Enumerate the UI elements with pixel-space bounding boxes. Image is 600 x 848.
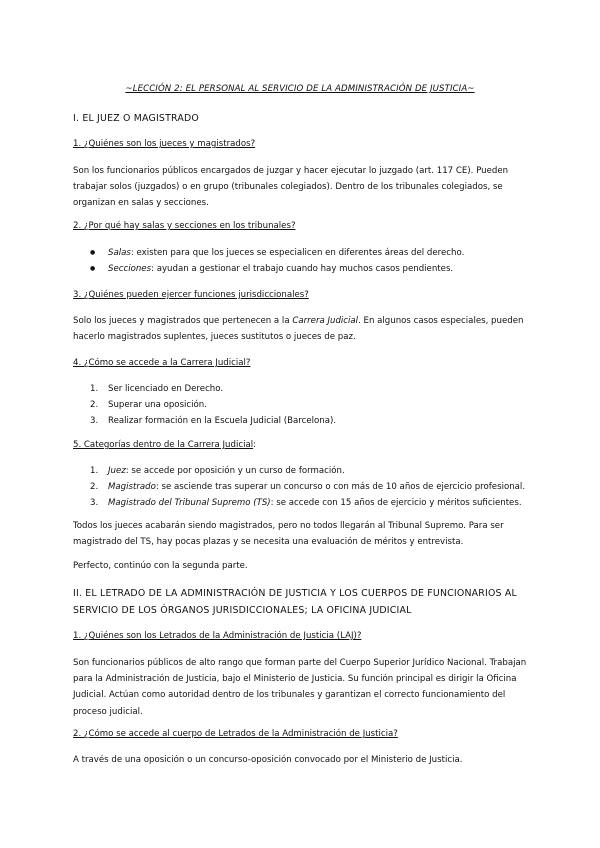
question-heading-4: 4. ¿Cómo se accede a la Carrera Judicial? bbox=[73, 358, 251, 368]
letrado-question-1-text: Son funcionarios públicos de alto rango que forman parte del Cuerpo Superior Jurídico Nacional. Trabajan para la Administración de Justicia, bajo el Ministerio de Justicia. Su función principal es dirigir la Oficina Judicial. Actúan como autoridad dentro de los tribunales y garantizan el correcto funcionamiento del proceso judicial. bbox=[73, 658, 527, 717]
list-item bbox=[73, 245, 531, 261]
item-text: : existen para que los jueces se especialicen en diferentes áreas del derecho. bbox=[130, 248, 465, 258]
list-item: 2. Magistrado: se asciende tras superar un concurso o con más de 10 años de ejercicio profesional. bbox=[90, 482, 526, 493]
section-heading-letrado: II. EL LETRADO DE LA ADMINISTRACIÓN DE JUSTICIA Y LOS CUERPOS DE FUNCIONARIOS AL SERVICIO DE LOS ÓRGANOS JURISDICCIONALES; LA OFICINA JUDICIAL bbox=[73, 588, 517, 616]
letrado-question-1: 1. ¿Quiénes son los Letrados de la Administración de Justicia (LAJ)? bbox=[73, 631, 362, 641]
categories-summary: Todos los jueces acabarán siendo magistrados, pero no todos llegarán al Tribunal Supremo. Para ser magistrado del TS, hay pocas plazas y se necesita una evaluación de méritos y entrevista. bbox=[73, 521, 504, 548]
list-item: 1. Ser licenciado en Derecho. bbox=[90, 384, 224, 394]
section-heading-judge: I. EL JUEZ O MAGISTRADO bbox=[73, 113, 199, 124]
access-steps-list bbox=[73, 381, 531, 430]
lesson-title: ~LECCIÓN 2: EL PERSONAL AL SERVICIO DE LA ADMINISTRACIÓN DE JUSTICIA~ bbox=[125, 84, 475, 94]
item-term: Salas bbox=[108, 248, 131, 258]
list-item: 1. Juez: se accede por oposición y un curso de formación. bbox=[90, 466, 345, 476]
item-text: : ayudan a gestionar el trabajo cuando hay muchos casos pendientes. bbox=[151, 264, 454, 275]
list-item: 3. Realizar formación en la Escuela Judicial (Barcelona). bbox=[90, 416, 337, 427]
list-item bbox=[73, 261, 531, 277]
list-item: 2. Superar una oposición. bbox=[90, 400, 207, 411]
item-term: Secciones bbox=[108, 264, 152, 275]
letrado-question-2: 2. ¿Cómo se accede al cuerpo de Letrados de la Administración de Justicia? bbox=[73, 729, 398, 739]
question-3-text: Solo los jueces y magistrados que pertenecen a la Carrera Judicial. En algunos casos especiales, pueden hacerlo magistrados suplentes, jueces sustitutos o jueces de paz. bbox=[73, 316, 524, 343]
categories-list bbox=[73, 463, 531, 512]
letrado-question-2-text: A través de una oposición o un concurso-oposición convocado por el Ministerio de Justicia. bbox=[73, 755, 463, 765]
list-item: 3. Magistrado del Tribunal Supremo (TS): se accede con 15 años de ejercicio y méritos suficientes. bbox=[90, 498, 522, 509]
question-1-text: Son los funcionarios públicos encargados de juzgar y hacer ejecutar lo juzgado (art. 117 CE). Pueden trabajar solos (juzgados) o en grupo (tribunales colegiados). Dentro de los tribunales colegiados, se organizan en salas y secciones. bbox=[73, 166, 509, 209]
question-heading-2: 2. ¿Por qué hay salas y secciones en los tribunales? bbox=[73, 221, 296, 231]
closing-note: Perfecto, continúo con la segunda parte. bbox=[73, 561, 248, 571]
question-heading-1: 1. ¿Quiénes son los jueces y magistrados? bbox=[73, 139, 256, 149]
emphasis: Carrera Judicial bbox=[292, 316, 359, 326]
question-heading-3: 3. ¿Quiénes pueden ejercer funciones jurisdiccionales? bbox=[73, 290, 309, 300]
question-heading-5: 5. Categorías dentro de la Carrera Judicial: bbox=[73, 440, 257, 450]
chambers-list bbox=[73, 245, 531, 277]
